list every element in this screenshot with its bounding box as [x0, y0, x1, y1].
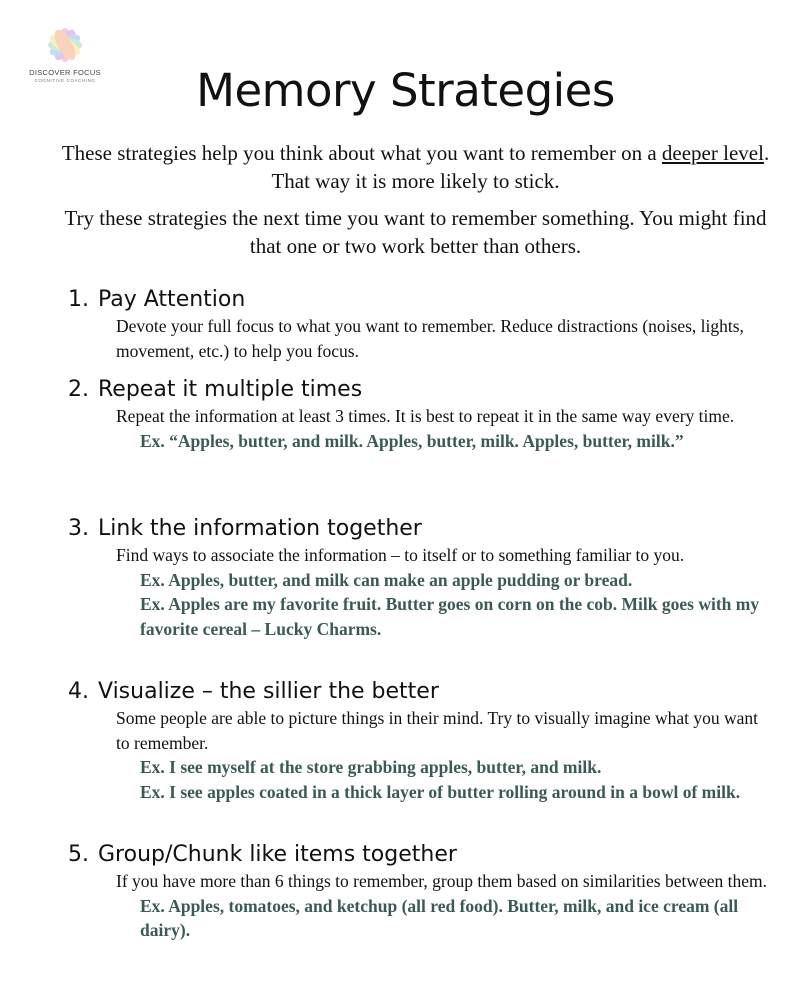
strategy-heading: [68, 678, 768, 706]
strategy-number: 3.: [68, 516, 89, 541]
intro-text: These strategies help you think about what you want to remember on a: [61, 141, 657, 165]
strategy-number: 1.: [68, 287, 89, 312]
strategy-description: Repeat the information at least 3 times. It is best to repeat it in the same way every time.: [116, 406, 735, 426]
strategy-heading: [68, 286, 768, 314]
strategy-number: 2.: [68, 377, 89, 402]
strategy-title: Pay Attention: [98, 287, 246, 312]
strategy-title: Group/Chunk like items together: [98, 842, 457, 867]
logo-tagline: COGNITIVE COACHING: [34, 78, 96, 83]
intro-paragraph-1: [60, 139, 771, 195]
strategy-number: 5.: [68, 842, 89, 867]
strategy-item: [68, 678, 768, 804]
page-title: Memory Strategies: [196, 64, 615, 117]
strategy-description: Some people are able to picture things in their mind. Try to visually imagine what you want to remember.: [116, 708, 759, 753]
strategy-heading: [68, 376, 768, 404]
strategy-title: Link the information together: [98, 516, 422, 541]
strategy-description: Devote your full focus to what you want to remember. Reduce distractions (noises, lights, movement, etc.) to help you focus.: [116, 316, 744, 361]
intro-text: . That way it is more likely to stick.: [271, 141, 770, 193]
strategy-example: Ex. I see myself at the store grabbing apples, butter, and milk.: [140, 757, 602, 777]
strategy-example: Ex. Apples are my favorite fruit. Butter goes on corn on the cob. Milk goes with my favorite cereal – Lucky Charms.: [140, 594, 760, 639]
strategy-heading: [68, 841, 768, 869]
strategy-example: Ex. Apples, tomatoes, and ketchup (all red food). Butter, milk, and ice cream (all dairy).: [140, 895, 739, 940]
intro-paragraph-2: Try these strategies the next time you want to remember something. You might find that one or two work better than others.: [64, 206, 767, 258]
strategy-item: [68, 515, 768, 641]
strategy-title: Visualize – the sillier the better: [98, 679, 439, 704]
strategy-description: Find ways to associate the information – to itself or to something familiar to you.: [116, 545, 685, 565]
intro-emphasis: deeper level: [661, 141, 764, 165]
strategy-example: Ex. “Apples, butter, and milk. Apples, butter, milk. Apples, butter, milk.”: [140, 430, 684, 451]
strategy-number: 4.: [68, 679, 89, 704]
strategy-title: Repeat it multiple times: [98, 377, 363, 402]
strategy-item: [68, 376, 768, 453]
strategy-description: If you have more than 6 things to remember, group them based on similarities between them.: [116, 871, 768, 891]
lotus-logo-icon: [41, 24, 89, 66]
strategy-example: Ex. Apples, butter, and milk can make an apple pudding or bread.: [140, 569, 633, 590]
logo-name: DISCOVER FOCUS: [29, 68, 101, 77]
strategy-item: [68, 841, 768, 943]
strategy-heading: [68, 515, 768, 543]
strategy-item: [68, 286, 768, 363]
strategy-example: Ex. I see apples coated in a thick layer of butter rolling around in a bowl of milk.: [140, 781, 741, 802]
